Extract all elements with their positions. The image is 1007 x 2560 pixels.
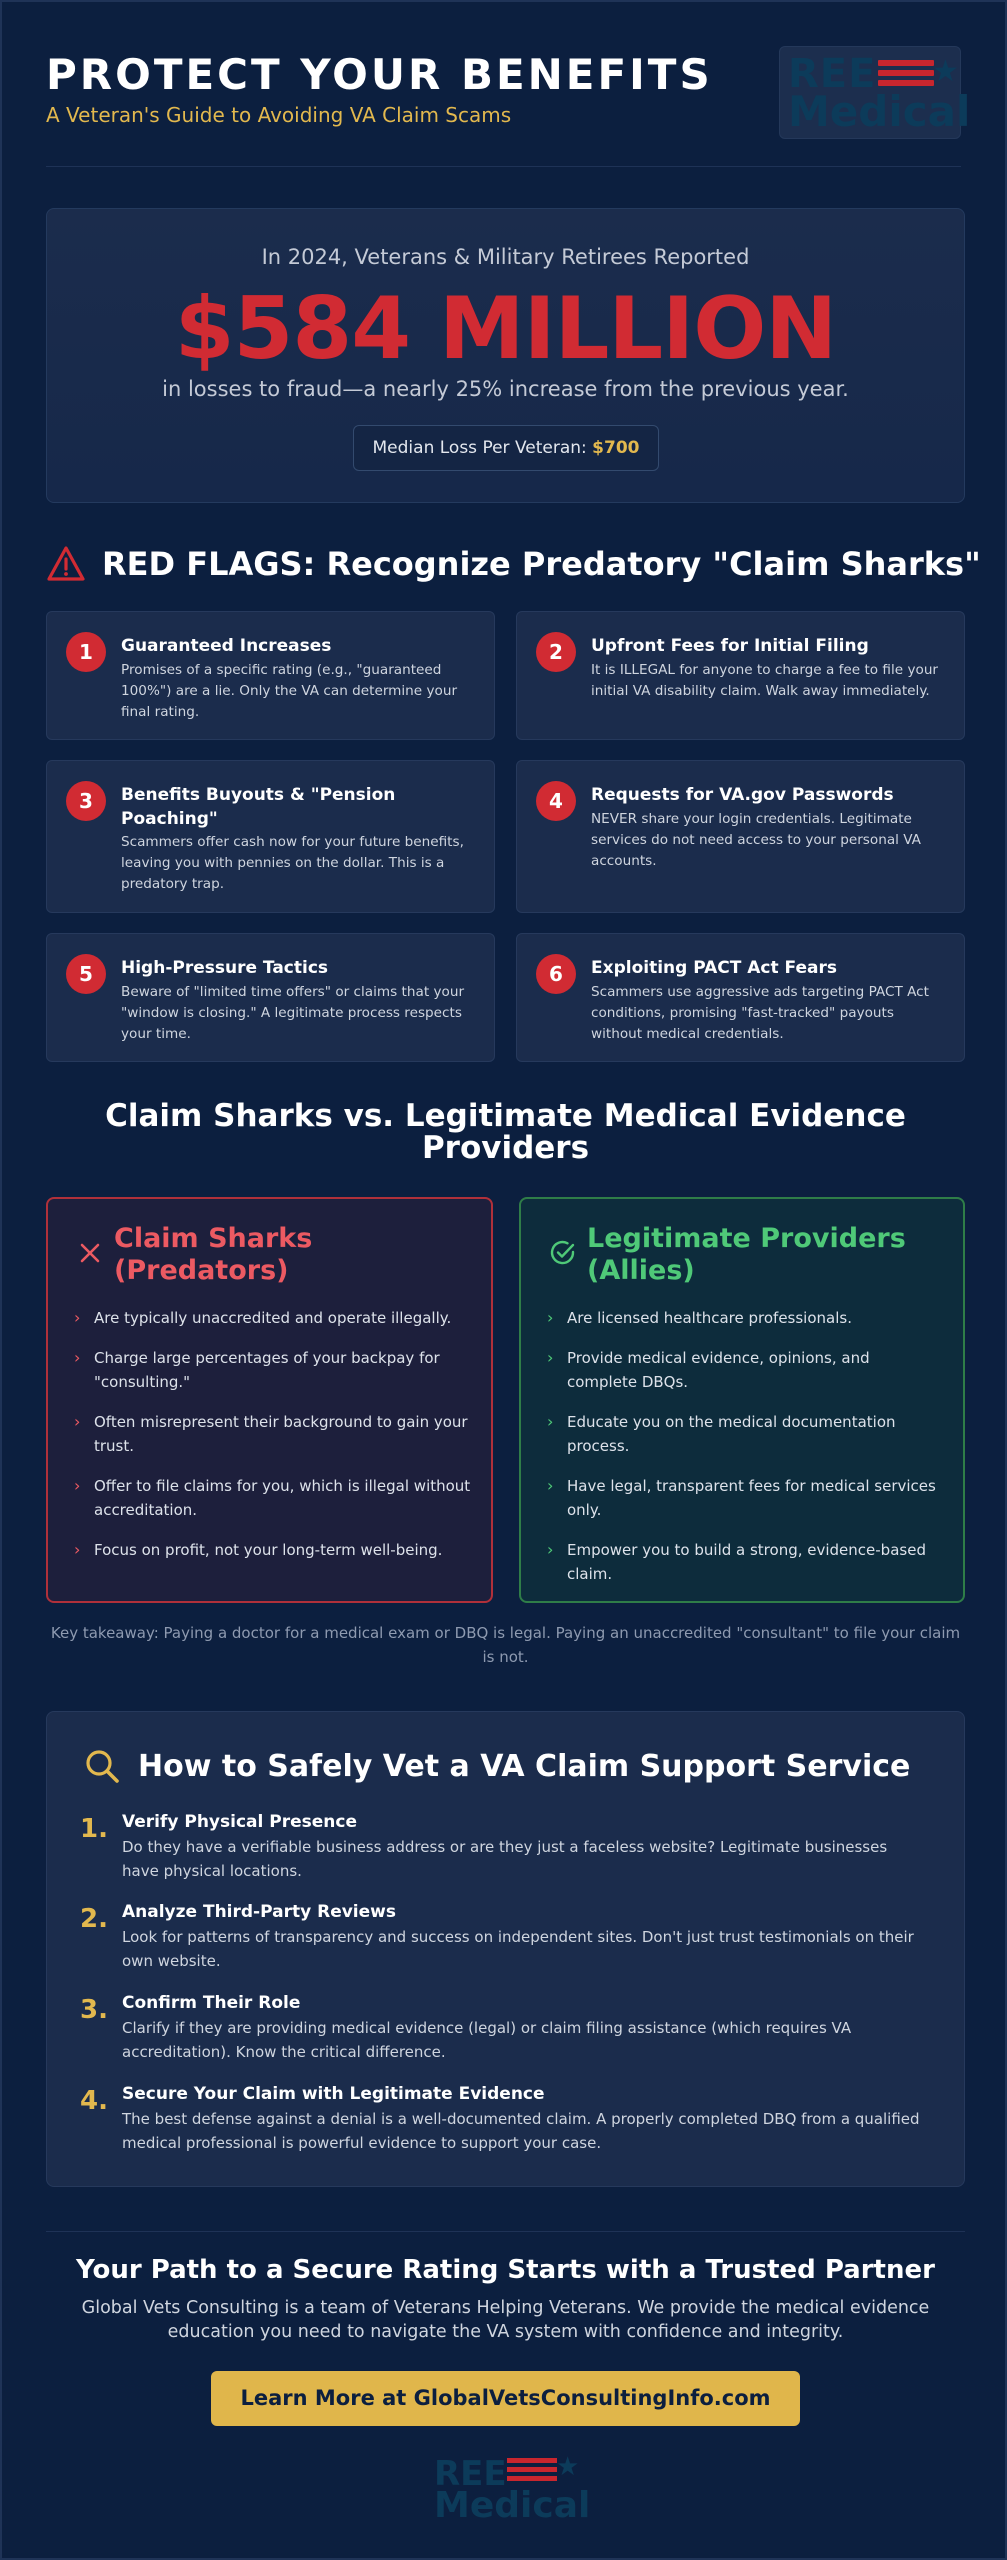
flag-stripes-icon — [878, 60, 934, 90]
star-icon: ★ — [932, 54, 959, 89]
chevron-right-icon: › — [74, 1476, 81, 1495]
list-item-text: Focus on profit, not your long-term well-being. — [94, 1541, 443, 1559]
list-item-text: Empower you to build a strong, evidence-based claim. — [567, 1541, 926, 1583]
median-loss-label: Median Loss Per Veteran: — [372, 438, 587, 458]
page-title: PROTECT YOUR BENEFITS — [46, 50, 713, 99]
providers-heading: Legitimate Providers (Allies) — [587, 1223, 906, 1286]
flag-number-badge: 3 — [66, 781, 106, 821]
logo-text-line1: REE — [434, 2454, 507, 2494]
step-number: 4. — [80, 2086, 108, 2116]
list-item-text: Provide medical evidence, opinions, and complete DBQs. — [567, 1349, 870, 1391]
flag-description: NEVER share your login credentials. Legitimate services do not need access to your personal VA accounts. — [591, 811, 921, 869]
red-flag-card — [46, 760, 495, 913]
stats-outro: in losses to fraud—a nearly 25% increase from the previous year. — [162, 377, 849, 401]
list-item-text: Educate you on the medical documentation process. — [567, 1413, 896, 1455]
list-item-text: Are typically unaccredited and operate illegally. — [94, 1309, 452, 1327]
red-flags-heading — [46, 542, 981, 586]
list-item-text: Charge large percentages of your backpay for "consulting." — [94, 1349, 440, 1391]
list-item-text: Offer to file claims for you, which is illegal without accreditation. — [94, 1477, 471, 1519]
list-item — [74, 1306, 471, 1330]
key-takeaway: Key takeaway: Paying a doctor for a medical exam or DBQ is legal. Paying an unaccredited "consultant" to file your claim is not. — [50, 1624, 961, 1666]
list-item — [547, 1410, 943, 1458]
step-title: Verify Physical Presence — [122, 1812, 357, 1832]
footer-title: Your Path to a Secure Rating Starts with a Trusted Partner — [76, 2255, 935, 2285]
step-number: 2. — [80, 1904, 108, 1934]
chevron-right-icon: › — [547, 1540, 554, 1559]
flag-description: Beware of "limited time offers" or claims that your "window is closing." A legitimate process respects your time. — [121, 984, 465, 1042]
flag-description: Scammers offer cash now for your future benefits, leaving you with pennies on the dollar. This is a predatory trap. — [121, 834, 464, 892]
step-description: The best defense against a denial is a well-documented claim. A properly completed DBQ from a qualified medical professional is powerful evidence to support your case. — [122, 2110, 920, 2152]
chevron-right-icon: › — [547, 1476, 554, 1495]
flag-description: It is ILLEGAL for anyone to charge a fee to file your initial VA disability claim. Walk away immediately. — [591, 662, 939, 699]
flag-number-badge: 5 — [66, 954, 106, 994]
chevron-right-icon: › — [547, 1348, 554, 1367]
flag-number-badge: 1 — [66, 632, 106, 672]
search-icon — [84, 1748, 120, 1784]
flag-title: Requests for VA.gov Passwords — [591, 785, 894, 805]
logo-text-line2: Medical — [788, 87, 971, 136]
list-item — [547, 1346, 943, 1394]
list-item-text: Often misrepresent their background to gain your trust. — [94, 1413, 468, 1455]
step-number: 3. — [80, 1995, 108, 2025]
warning-icon — [46, 545, 86, 583]
chevron-right-icon: › — [547, 1308, 554, 1327]
logo-text-line1: REE — [788, 51, 877, 97]
median-loss-badge — [353, 425, 659, 471]
vetting-panel — [46, 1711, 965, 2187]
flag-description: Scammers use aggressive ads targeting PACT Act conditions, promising "fast-tracked" payouts without medical credentials. — [591, 984, 929, 1042]
step-description: Look for patterns of transparency and success on independent sites. Don't just trust testimonials on their own website. — [122, 1928, 914, 1970]
header — [46, 2, 971, 167]
red-flag-card — [516, 760, 965, 913]
flag-stripes-icon — [507, 2458, 557, 2485]
chevron-right-icon: › — [74, 1308, 81, 1327]
flag-title: Benefits Buyouts & "Pension Poaching" — [121, 785, 396, 829]
median-loss-value: $700 — [592, 438, 640, 458]
list-item — [547, 1306, 943, 1330]
flag-number-badge: 4 — [536, 781, 576, 821]
flag-title: Guaranteed Increases — [121, 636, 332, 656]
red-flag-card — [46, 933, 495, 1062]
step-title: Confirm Their Role — [122, 1993, 301, 2013]
page-subtitle: A Veteran's Guide to Avoiding VA Claim Scams — [46, 103, 512, 127]
flag-description: Promises of a specific rating (e.g., "guaranteed 100%") are a lie. Only the VA can determine your final rating. — [121, 662, 458, 720]
claim-sharks-heading: Claim Sharks (Predators) — [114, 1223, 313, 1286]
flag-number-badge: 2 — [536, 632, 576, 672]
step-title: Secure Your Claim with Legitimate Evidence — [122, 2084, 545, 2104]
learn-more-button[interactable]: Learn More at GlobalVetsConsultingInfo.com — [211, 2371, 800, 2426]
stats-intro: In 2024, Veterans & Military Retirees Reported — [261, 245, 750, 269]
claim-sharks-list — [74, 1306, 471, 1578]
claim-sharks-column — [46, 1197, 493, 1603]
list-item-text: Are licensed healthcare professionals. — [567, 1309, 852, 1327]
check-circle-icon — [549, 1239, 577, 1267]
stats-amount: $584 MILLION — [174, 279, 837, 379]
flag-title: High-Pressure Tactics — [121, 958, 329, 978]
chevron-right-icon: › — [547, 1412, 554, 1431]
vetting-heading — [84, 1746, 910, 1786]
step-description: Do they have a verifiable business address or are they just a faceless website? Legitimate businesses have physical locations. — [122, 1838, 888, 1880]
footer-text: Global Vets Consulting is a team of Veterans Helping Veterans. We provide the medical evidence education you need to navigate the VA system with confidence and integrity. — [81, 2298, 930, 2342]
logo-text-line2: Medical — [434, 2485, 591, 2526]
step-description: Clarify if they are providing medical evidence (legal) or claim filing assistance (which requires VA accreditation). Know the critical difference. — [122, 2019, 852, 2061]
list-item — [74, 1474, 471, 1522]
ree-medical-logo — [788, 51, 971, 136]
list-item — [547, 1474, 943, 1522]
divider — [46, 2231, 965, 2232]
list-item — [74, 1346, 471, 1394]
list-item — [547, 1538, 943, 1586]
list-item — [74, 1538, 471, 1562]
red-flags-title: RED FLAGS: Recognize Predatory "Claim Sharks" — [102, 545, 981, 583]
flag-title: Upfront Fees for Initial Filing — [591, 636, 869, 656]
providers-list — [547, 1306, 943, 1602]
red-flag-card — [516, 933, 965, 1062]
comparison-title: Claim Sharks vs. Legitimate Medical Evidence Providers — [105, 1098, 906, 1166]
red-flag-card — [46, 611, 495, 740]
flag-number-badge: 6 — [536, 954, 576, 994]
fraud-stats-panel — [46, 208, 965, 503]
star-icon: ★ — [556, 2452, 580, 2482]
vetting-title: How to Safely Vet a VA Claim Support Service — [138, 1748, 911, 1784]
step-number: 1. — [80, 1814, 108, 1844]
chevron-right-icon: › — [74, 1348, 81, 1367]
chevron-right-icon: › — [74, 1412, 81, 1431]
footer-logo — [434, 2452, 594, 2526]
list-item-text: Have legal, transparent fees for medical services only. — [567, 1477, 936, 1519]
x-icon — [76, 1239, 104, 1267]
step-title: Analyze Third-Party Reviews — [122, 1902, 396, 1922]
legitimate-providers-column — [519, 1197, 965, 1603]
logo-box — [779, 46, 971, 139]
chevron-right-icon: › — [74, 1540, 81, 1559]
flag-title: Exploiting PACT Act Fears — [591, 958, 837, 978]
red-flag-card — [516, 611, 965, 740]
list-item — [74, 1410, 471, 1458]
